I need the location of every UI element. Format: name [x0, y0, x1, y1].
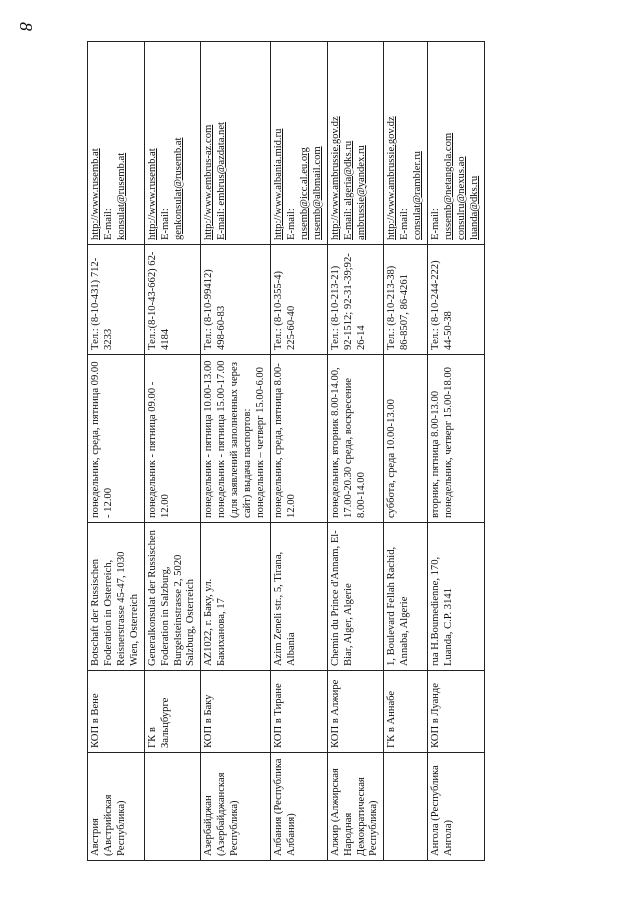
address-cell: Chemin du Prince d'Annam, El-Biar, Alger, Algerie — [327, 523, 384, 671]
email-link[interactable]: consulat@rambler.ru — [412, 151, 424, 240]
email-label: E-mail: — [285, 208, 297, 240]
hours-cell: вторник, пятница 8.00-13.00 понедельник, четверг 15.00-18.00 — [428, 355, 485, 523]
office-cell: КОП в Баку — [201, 671, 271, 753]
website-link[interactable]: http://www.ambrussie.gov.dz — [329, 116, 341, 240]
office-cell: КОП в Тиране — [270, 671, 327, 753]
office-cell: КОП в Алжире — [327, 671, 384, 753]
address-cell: AZ1022, г. Баку, ул. Бакиханова, 17 — [201, 523, 271, 671]
website-link[interactable]: http://www.rusemb.at — [90, 148, 101, 240]
phone-cell: Тел.: (8-10-244-222) 44-50-38 — [428, 245, 485, 355]
office-cell: ГК в Зальцбурге — [144, 671, 201, 753]
table-row — [384, 42, 428, 861]
email-link[interactable]: E-mail: algeria@dks.ru — [342, 140, 354, 240]
email-link[interactable]: konsulat@rusemb.at — [115, 152, 127, 240]
phone-cell: Тел.: (8-10-213-38) 86-8507, 86-4261 — [384, 245, 428, 355]
address-cell: rua H.Boumedienne, 170, Luanda, C.P. 3141 — [428, 523, 485, 671]
address-cell: 1, Boulevard Fellah Rachid, Annaba, Algerie — [384, 523, 428, 671]
country-cell: Алжир (Алжирская Народная Демократическая Республика) — [327, 753, 384, 861]
contact-cell — [384, 42, 428, 245]
email-link[interactable]: rusemb@icc.al.eu.org — [298, 147, 310, 240]
hours-cell: понедельник - пятница 09.00 - 12.00 — [144, 355, 201, 523]
email-link[interactable]: luanda@dks.ru — [468, 175, 480, 240]
website-link[interactable]: http://www.albania.mid.ru — [272, 128, 284, 240]
phone-cell: Тел.: (8-10-213-21) 92-1512; 92-31-39;92-26-14 — [327, 245, 384, 355]
contact-cell — [201, 42, 271, 245]
email-label: E-mail: — [399, 208, 411, 240]
contact-cell — [270, 42, 327, 245]
email-link[interactable]: consulru@nexus.ao — [455, 156, 467, 240]
hours-cell: понедельник, среда, пятница 09.00 - 12.00 — [88, 355, 145, 523]
address-cell: Azim Zeneli str., 5, Tirana, Albania — [270, 523, 327, 671]
country-cell — [144, 753, 201, 861]
consulates-table — [87, 41, 485, 861]
office-cell: ГК в Аннабе — [384, 671, 428, 753]
phone-cell: Тел.:(8-10-43-662) 62-4184 — [144, 245, 201, 355]
email-link[interactable]: E-mail: embrus@azdata.net — [216, 121, 228, 240]
phone-cell: Тел.: (8-10-431) 712-3233 — [88, 245, 145, 355]
hours-cell: понедельник - пятница 10.00-13.00 понедельник - пятница 15.00-17.00 (для заявлений заполненных через сайт) выдача паспортов: понедельник – четверг 15.00-6.00 — [201, 355, 271, 523]
table-row — [327, 42, 384, 861]
contact-cell — [428, 42, 485, 245]
email-link[interactable]: rusemb@albmail.com — [311, 146, 323, 240]
hours-cell: понедельник, вторник 8.00-14.00, 17.00-20.30 среда, воскресение 8.00-14.00 — [327, 355, 384, 523]
contact-cell — [144, 42, 201, 245]
office-cell: КОП в Вене — [88, 671, 145, 753]
contact-cell — [327, 42, 384, 245]
office-cell: КОП в Луанде — [428, 671, 485, 753]
page-number: 8 — [16, 22, 36, 31]
address-cell: Botschaft der Russischen Foderation in Osterreich, Reisnerstrasse 45-47, 1030 Wien, Osterreich — [88, 523, 145, 671]
rotated-page — [87, 42, 480, 861]
hours-cell: суббота, среда 10.00-13.00 — [384, 355, 428, 523]
website-link[interactable]: http://www.embrus-az.com — [203, 124, 215, 240]
table-row — [270, 42, 327, 861]
phone-cell: Тел.: (8-10-355-4) 225-60-40 — [270, 245, 327, 355]
country-cell: Азербайджан (Азербайджанская Республика) — [201, 753, 271, 861]
country-cell: Албания (Республика Албания) — [270, 753, 327, 861]
email-label: E-mail: — [430, 208, 442, 240]
website-link[interactable]: http://www.ambrussie.gov.dz — [386, 116, 398, 240]
address-cell: Generalkonsulat der Russischen Foderation in Salzburg, Burgelsteinstrasse 2, 5020 Salzburg, Osterreich — [144, 523, 201, 671]
email-link[interactable]: ambrussie@yandex.ru — [355, 145, 367, 240]
hours-cell: понедельник, среда, пятница 8.00-12.00 — [270, 355, 327, 523]
table-row — [88, 42, 145, 861]
contact-cell — [88, 42, 145, 245]
website-link[interactable]: http://www.rusemb.at — [146, 148, 158, 240]
email-link[interactable]: genkonsulat@rusemb.at — [172, 137, 184, 240]
table-row — [144, 42, 201, 861]
email-link[interactable]: russemb@netangola.com — [443, 132, 455, 240]
phone-cell: Тел.: (8-10-99412) 498-60-83 — [201, 245, 271, 355]
country-cell: Ангола (Республика Ангола) — [428, 753, 485, 861]
country-cell: Австрия (Австрийская Республика) — [88, 753, 145, 861]
table-row — [428, 42, 485, 861]
table-row — [201, 42, 271, 861]
email-label: E-mail: — [102, 208, 114, 240]
country-cell — [384, 753, 428, 861]
email-label: E-mail: — [159, 208, 171, 240]
